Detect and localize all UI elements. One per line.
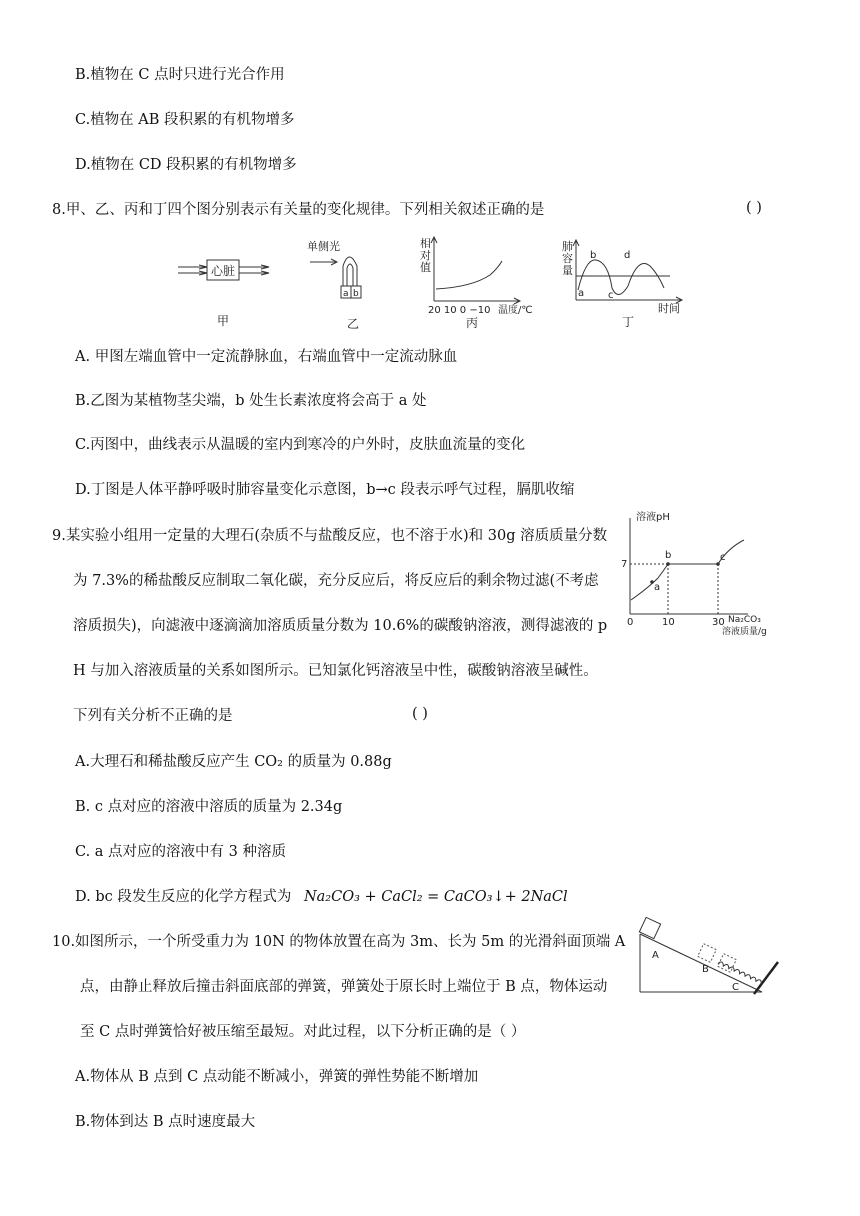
q10-label-a: A <box>652 950 659 961</box>
q9-chart-xlabel-2: 溶液质量/g <box>722 627 767 637</box>
q8-jia-heart-label: 心脏 <box>211 264 236 278</box>
q9-option-d <box>75 887 568 907</box>
q9-chart-x30: 30 <box>712 617 725 628</box>
q8-stem: 8.甲、乙、丙和丁四个图分别表示有关量的变化规律。下列相关叙述正确的是 <box>52 202 545 218</box>
q8-jia-caption: 甲 <box>217 314 230 328</box>
q7-option-d: D.植物在 CD 段积累的有机物增多 <box>75 157 297 173</box>
q8-ding-xlabel: 时间 <box>658 302 680 315</box>
q10-stem-line1: 10.如图所示，一个所受重力为 10N 的物体放置在高为 3m、长为 5m 的光滑斜面顶端 A <box>52 934 626 950</box>
q9-stem-line1: 9.某实验小组用一定量的大理石(杂质不与盐酸反应，也不溶于水)和 30g 溶质质量分数 <box>52 528 608 544</box>
q9-chart-xlabel-1: Na₂CO₃ <box>728 615 761 625</box>
q8-ding-ylabel-3: 量 <box>562 264 573 277</box>
q8-ding-caption: 丁 <box>622 315 635 329</box>
q8-bing-ylabel-2: 对 <box>420 249 431 262</box>
q7-option-c: C.植物在 AB 段积累的有机物增多 <box>75 112 295 128</box>
q9-option-d-prefix: D. bc 段发生反应的化学方程式为 <box>75 889 292 905</box>
q8-ding-point-b: b <box>590 250 597 261</box>
q8-yi-a: a <box>343 289 349 299</box>
q10-incline-figure <box>636 912 781 997</box>
q9-option-d-equation: Na₂CO₃ + CaCl₂ = CaCO₃↓+ 2NaCl <box>303 889 568 905</box>
q10-option-a: A.物体从 B 点到 C 点动能不断减小，弹簧的弹性势能不断增加 <box>75 1069 479 1085</box>
q9-option-b: B. c 点对应的溶液中溶质的质量为 2.34g <box>75 799 343 815</box>
q10-stem-line2: 点，由静止释放后撞击斜面底部的弹簧，弹簧处于原长时上端位于 B 点，物体运动 <box>80 979 608 995</box>
q8-answer-paren: ( ) <box>746 200 762 216</box>
q8-ding-ylabel-1: 肺 <box>562 240 573 253</box>
q9-chart-point-a: a <box>654 582 661 593</box>
q9-stem-line4: H 与加入溶液质量的关系如图所示。已知氯化钙溶液呈中性，碳酸钠溶液呈碱性。 <box>73 663 598 679</box>
q9-chart-x0: 0 <box>627 617 634 628</box>
q8-figure-bing <box>420 235 550 330</box>
q9-stem-line2: 为 7.3%的稀盐酸反应制取二氧化碳，充分反应后，将反应后的剩余物过滤(不考虑 <box>73 573 599 589</box>
q8-figure-ding <box>560 238 695 333</box>
q9-answer-paren: ( ) <box>412 706 428 722</box>
q8-yi-caption: 乙 <box>347 317 360 331</box>
q8-bing-xlabel: 温度/℃ <box>498 305 533 316</box>
q8-ding-ylabel-2: 容 <box>562 252 573 265</box>
q8-yi-b: b <box>353 289 359 299</box>
q8-bing-ylabel-1: 相 <box>420 237 431 250</box>
q8-ding-point-d: d <box>624 250 631 261</box>
q10-stem-line3: 至 C 点时弹簧恰好被压缩至最短。对此过程，以下分析正确的是（ ） <box>80 1024 526 1040</box>
q9-chart-point-b: b <box>665 550 672 561</box>
q9-stem-line5: 下列有关分析不正确的是 <box>73 708 233 724</box>
q8-figure-yi <box>305 238 385 333</box>
q9-option-c: C. a 点对应的溶液中有 3 种溶质 <box>75 844 286 860</box>
q9-option-a: A.大理石和稀盐酸反应产生 CO₂ 的质量为 0.88g <box>75 754 392 770</box>
q7-option-b: B.植物在 C 点时只进行光合作用 <box>75 67 285 83</box>
q8-ding-point-c: c <box>608 290 614 301</box>
q8-bing-xticks: 20 10 0 −10 <box>428 305 491 316</box>
q9-stem-line3: 溶质损失)，向滤液中逐滴滴加溶质质量分数为 10.6%的碳酸钠溶液，测得滤液的 p <box>73 618 608 634</box>
q9-chart-ylabel: 溶液pH <box>636 512 670 523</box>
q8-option-d: D.丁图是人体平静呼吸时肺容量变化示意图，b→c 段表示呼气过程，膈肌收缩 <box>75 482 575 498</box>
q9-ph-chart <box>618 508 778 643</box>
q10-label-b: B <box>702 964 709 975</box>
q8-figure-jia <box>175 255 275 330</box>
q10-label-c: C <box>732 982 739 993</box>
q8-option-b: B.乙图为某植物茎尖端，b 处生长素浓度将会高于 a 处 <box>75 393 427 409</box>
q8-yi-light-label: 单侧光 <box>307 240 340 253</box>
q8-option-a: A. 甲图左端血管中一定流静脉血，右端血管中一定流动脉血 <box>75 349 458 365</box>
q8-bing-caption: 丙 <box>466 316 479 330</box>
q10-option-b: B.物体到达 B 点时速度最大 <box>75 1114 256 1130</box>
q9-chart-point-c: c <box>720 552 726 563</box>
q8-ding-point-a: a <box>578 288 585 299</box>
q8-option-c: C.丙图中，曲线表示从温暖的室内到寒冷的户外时，皮肤血流量的变化 <box>75 437 526 453</box>
q9-chart-y7: 7 <box>621 559 628 570</box>
q8-bing-ylabel-3: 值 <box>420 261 431 274</box>
q9-chart-x10: 10 <box>662 617 675 628</box>
